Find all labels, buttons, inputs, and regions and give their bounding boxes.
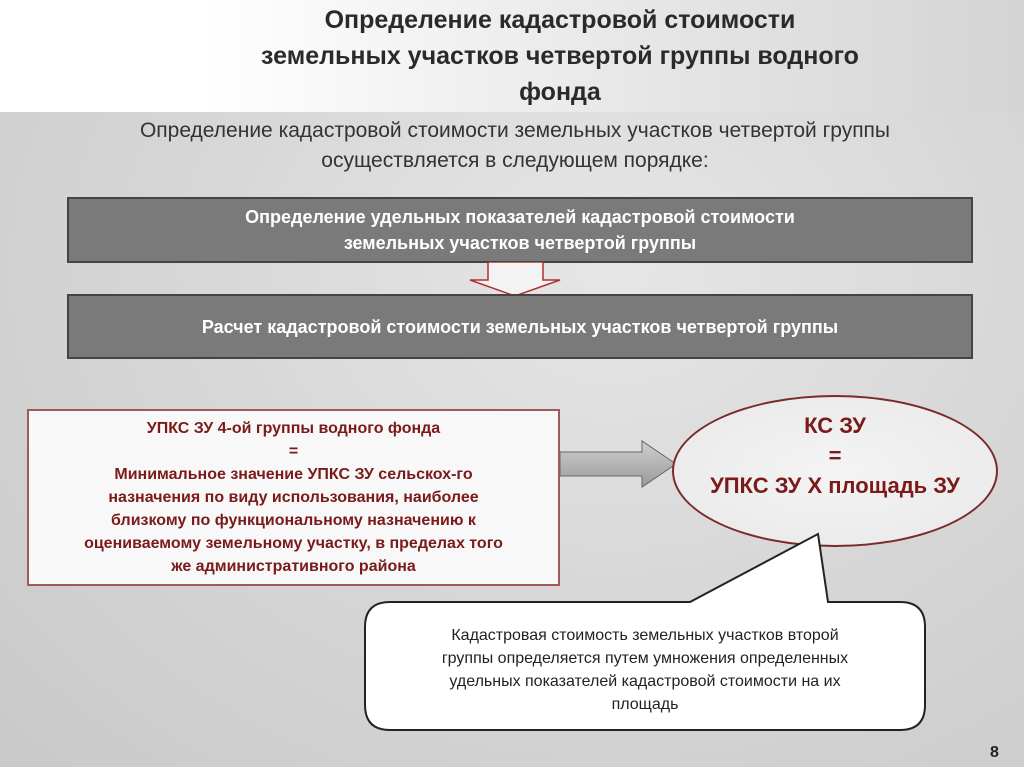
formula-line-2: = (828, 443, 842, 468)
upks-heading: УПКС ЗУ 4-ой группы водного фонда (146, 420, 441, 437)
step-box-1: Определение удельных показателей кадастровой стоимости земельных участков четвертой группы (67, 197, 973, 263)
page-number: 8 (990, 744, 999, 761)
callout-text: Кадастровая стоимость земельных участков второй группы определяется путем умножения определенных удельных показателей кадастровой стоимости на их площадь (441, 627, 849, 713)
formula-line-1: КС ЗУ (804, 413, 866, 438)
upks-body: Минимальное значение УПКС ЗУ сельскох-го назначения по виду использования, наиболее близкому по функциональному назначению к оцениваемому земельному участку, в пределах того же административного района (84, 466, 503, 575)
upks-equals: = (288, 443, 299, 460)
down-arrow-icon (455, 262, 575, 298)
right-arrow-icon (560, 440, 680, 488)
formula-line-3: УПКС ЗУ X площадь ЗУ (710, 473, 960, 498)
step-box-2: Расчет кадастровой стоимости земельных участков четвертой группы (67, 294, 973, 359)
page-title: Определение кадастровой стоимости земельных участков четвертой группы водного фонда (261, 6, 859, 106)
intro-text: Определение кадастровой стоимости земельных участков четвертой группы осуществляется в следующем порядке: (139, 119, 891, 172)
